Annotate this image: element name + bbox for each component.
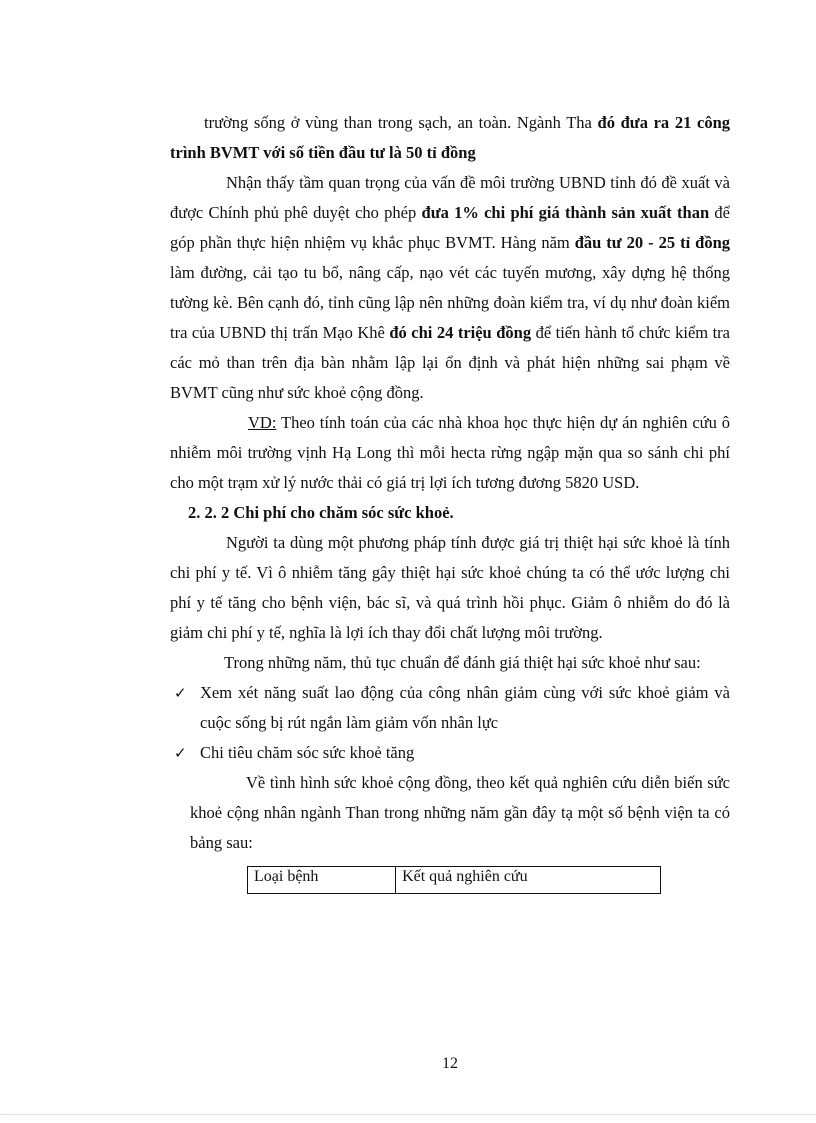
paragraph-ubnd xyxy=(170,168,730,408)
table-header-cell: Loại bệnh xyxy=(248,867,396,894)
table-header-cell: Kết quả nghiên cứu xyxy=(396,867,661,894)
paragraph-text: Nhận thấy tầm quan trọng của vấn đề môi trường UBND tỉnh đó đề xuất và được Chính phủ phê duyệt cho phép xyxy=(170,173,730,222)
bold-text: đưa 1% chi phí giá thành sản xuất than xyxy=(421,203,710,222)
bold-text: đó đưa ra 21 công trình BVMT với số tiền đầu tư là 50 tỉ đồng xyxy=(170,113,730,162)
paragraph-method: Người ta dùng một phương pháp tính được giá trị thiệt hại sức khoẻ là tính chi phí y tế. Vì ô nhiễm tăng gây thiệt hại sức khoẻ chúng ta có thể ước lượng chi phí y tế tăng cho bệnh viện, bác sĩ, và quá trình hồi phục. Giảm ô nhiễm do đó là giảm chi phí y tế, nghĩa là lợi ích thay đổi chất lượng môi trường. xyxy=(170,533,730,642)
list-item xyxy=(170,678,730,738)
paragraph-text: để tiến hành tổ chức kiểm tra các mỏ than trên địa bàn nhằm lập lại ổn định và phát hiện những sai phạm về BVMT cũng như sức khoẻ cộng đồng. xyxy=(170,323,730,402)
paragraph-text: làm đường, cải tạo tu bổ, nâng cấp, nạo vét các tuyến mương, xây dựng hệ thống tường kè. Bên cạnh đó, tỉnh cũng lập nên những đoàn kiểm tra, ví dụ như đoàn kiểm tra của UBND thị trấn Mạo Khê xyxy=(170,263,730,342)
page-number: 12 xyxy=(442,1055,458,1072)
list-item-text: Chi tiêu chăm sóc sức khoẻ tăng xyxy=(200,743,415,762)
list-item xyxy=(170,738,730,768)
criteria-list xyxy=(170,678,730,768)
paragraph-procedure: Trong những năm, thủ tục chuẩn để đánh giá thiệt hại sức khoẻ như sau: xyxy=(224,653,701,672)
table-header-row xyxy=(248,867,661,894)
checkmark-icon: ✓ xyxy=(174,744,187,762)
bold-text: đó chi 24 triệu đồng xyxy=(389,323,532,342)
paragraph-text: Theo tính toán của các nhà khoa học thực hiện dự án nghiên cứu ô nhiễm môi trường vịnh Hạ Long thì mỗi hecta rừng ngập mặn qua so sánh chi phí cho một trạm xử lý nước thải có giá trị lợi ích tương đương 5820 USD. xyxy=(170,413,730,492)
paragraph-example xyxy=(170,408,730,498)
paragraph-text: trường sống ở vùng than trong sạch, an toàn. Ngành Tha xyxy=(204,113,598,132)
list-item-text: Xem xét năng suất lao động của công nhân giảm cùng với sức khoẻ giảm và cuộc sống bị rút ngắn làm giảm vốn nhân lực xyxy=(200,683,730,732)
paragraph-text: để góp phần thực hiện nhiệm vụ khắc phục BVMT. Hàng năm xyxy=(170,203,730,252)
paragraph-health: Về tình hình sức khoẻ cộng đồng, theo kết quả nghiên cứu diễn biến sức khoẻ cộng nhân ngành Than trong những năm gần đây tạ một số bệnh viện ta có bảng sau: xyxy=(190,773,730,852)
example-label: VD: xyxy=(248,413,277,432)
disease-results-table xyxy=(247,866,661,894)
section-heading: 2. 2. 2 Chi phí cho chăm sóc sức khoẻ. xyxy=(188,503,454,522)
bold-text: đầu tư 20 - 25 tỉ đồng xyxy=(574,233,731,252)
checkmark-icon: ✓ xyxy=(174,684,187,702)
document-body xyxy=(170,108,730,894)
paragraph-investment xyxy=(170,108,730,168)
page-bottom-divider xyxy=(0,1114,816,1115)
